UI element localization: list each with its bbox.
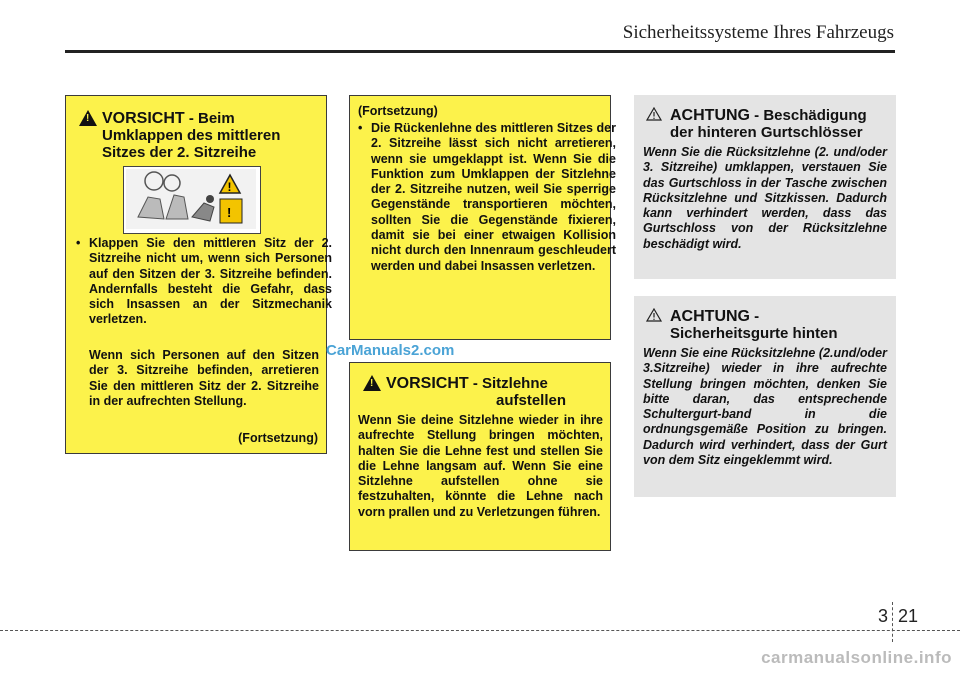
footer-watermark: carmanualsonline.info	[761, 648, 952, 667]
caution-box-continued	[349, 95, 616, 340]
notice-box-rear-belts	[634, 296, 896, 497]
caution-bullet-text: • Klappen Sie den mittleren Sitz der 2. Sitzreihe nicht um, wenn sich Personen auf den Sitzen der 3. Sitzreihe befinden. Andernfalls besteht die Gefahr, dass sich Insassen an der Sitzmechanik verletzen.	[76, 236, 332, 327]
watermark-text: CarManuals2.com	[326, 342, 455, 359]
continued-label: (Fortsetzung)	[358, 104, 438, 118]
caution-body: Wenn Sie deine Sitzlehne wieder in ihre aufrechte Stellung bringen möchten, halten Sie die Lehne fest und stellen Sie die Lehne langsam auf. Wenn Sie eine Sitzlehne aufstellen ohne sie festzuhalten, könnte die Lehne nach vorn prallen und zu Verletzungen führen.	[358, 413, 603, 519]
warning-outline-icon	[646, 107, 662, 121]
continuation-note: (Fortsetzung)	[238, 431, 318, 445]
notice-body: Wenn Sie eine Rücksitzlehne (2.und/oder 3.Sitzreihe) wieder in ihre aufrechte Stellung bringen möchten, denken Sie bitte daran, das entsprechende Schultergurt-band in die ordnungsgemäße Position zu bringen. Dadurch wird verhindert, dass der Gurt von dem Sitz eingeklemmt wird.	[643, 346, 887, 468]
notice-title: ACHTUNG - Sicherheitsgurte hinten	[670, 308, 838, 342]
caution-title: VORSICHT - Beim Umklappen des mittleren Sitzes der 2. Sitzreihe	[102, 110, 281, 161]
warning-outline-icon	[646, 308, 662, 322]
notice-title: ACHTUNG - Beschädigung der hinteren Gurtschlösser	[670, 107, 867, 141]
warning-icon	[79, 110, 97, 131]
caution-bullet-text: • Die Rückenlehne des mittleren Sitzes der 2. Sitzreihe lässt sich nicht arretieren, wenn sie umgeklappt ist. Wenn Sie die Funktion zum Umklappen der Sitzlehne der 2. Sitzreihe nutzen, weil Sie sperrige Gegenstände transportieren möchten, sollten Sie die Gegenstände fixieren, damit sie bei einer etwaigen Kollision nicht durch den Innenraum geschleudert werden und dabei Insassen verletzen.	[358, 121, 616, 273]
caution-paragraph: Wenn sich Personen auf den Sitzen der 3. Sitzreihe befinden, arretieren Sie den mittleren Sitz der 2. Sitzreihe in der aufrechten Stellung.	[89, 348, 319, 408]
caution-box-folding-middle-seat	[65, 95, 332, 454]
caution-box-seatback-raise	[349, 362, 611, 551]
footer-rule	[0, 630, 960, 631]
seat-warning-illustration	[123, 166, 261, 234]
page-number: 3 21	[878, 606, 918, 646]
notice-body: Wenn Sie die Rücksitzlehne (2. und/oder 3. Sitzreihe) umklappen, verstauen Sie das Gurtschloss in der Tasche zwischen Rücksitzlehne und Sitzkissen. Dadurch kann verhindert werden, dass das Gurtschloss von der Rücksitzlehne beschädigt wird.	[643, 145, 887, 251]
svg-text:!: !	[227, 205, 232, 220]
notice-box-buckle-damage	[634, 95, 896, 279]
warning-icon	[363, 375, 381, 396]
header-rule	[65, 50, 895, 53]
svg-text:!: !	[227, 180, 232, 194]
caution-title: VORSICHT - Sitzlehne aufstellen	[386, 375, 567, 409]
page-header-title: Sicherheitssysteme Ihres Fahrzeugs	[622, 22, 894, 43]
